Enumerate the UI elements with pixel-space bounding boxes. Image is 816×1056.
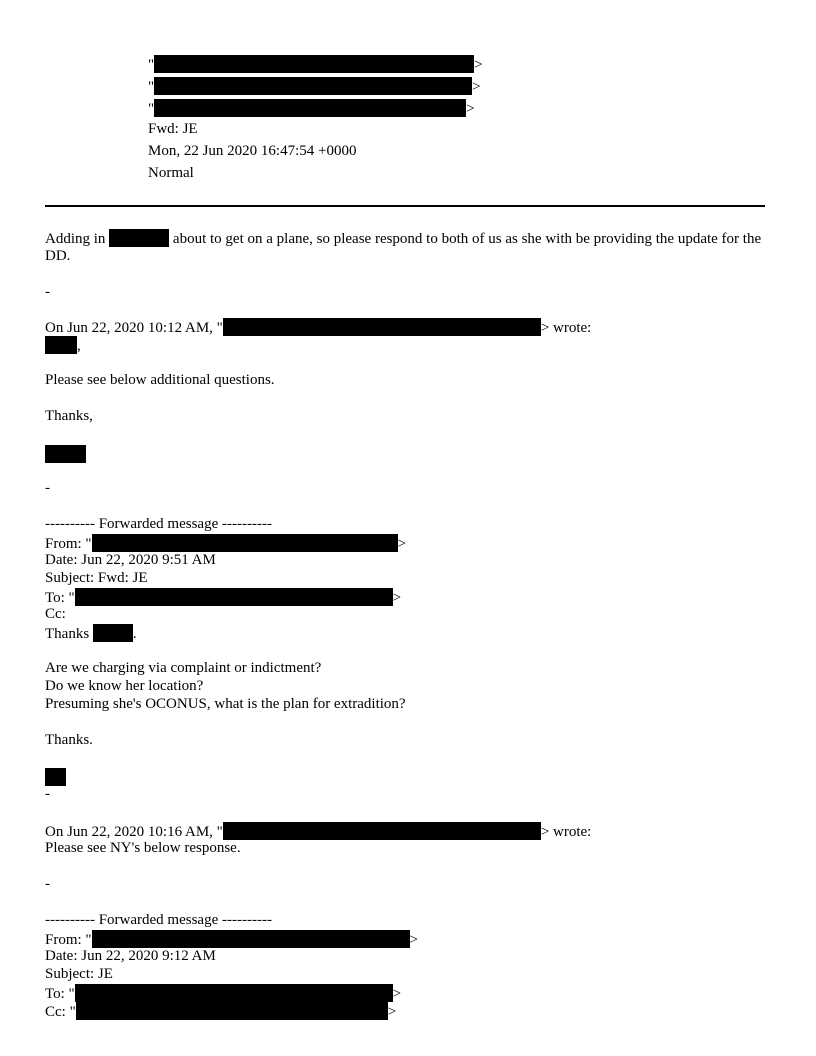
redaction-block [92, 930, 410, 948]
fwd2-subject: Subject: JE [45, 966, 113, 982]
redaction-block [76, 1002, 388, 1020]
quote1-header: On Jun 22, 2020 10:12 AM, " > wrote: [45, 320, 592, 336]
forwarded-separator: ---------- Forwarded message ---------- [45, 912, 272, 928]
redaction-block [75, 588, 393, 606]
quote-mark: " [148, 57, 155, 73]
dash-separator: - [45, 284, 50, 300]
redaction-block [93, 624, 133, 642]
dash-separator: - [45, 876, 50, 892]
ny-response-line: Please see NY's below response. [45, 840, 241, 856]
redaction-block [223, 822, 541, 840]
redaction-block [154, 77, 472, 95]
dash-separator: - [45, 786, 50, 802]
redaction-block [154, 99, 466, 117]
fwd2-to: To: " > [45, 986, 402, 1002]
fwd1-thanks: Thanks . [45, 626, 137, 642]
quote-mark: " [148, 101, 155, 117]
see-below-line: Please see below additional questions. [45, 372, 275, 388]
signature-redaction [45, 768, 66, 787]
redaction-block [45, 336, 77, 354]
fwd1-cc: Cc: [45, 606, 66, 622]
question-3: Presuming she's OCONUS, what is the plan for extradition? [45, 696, 406, 712]
fwd1-date: Date: Jun 22, 2020 9:51 AM [45, 552, 216, 568]
quote1-greeting: , [45, 336, 81, 355]
thanks-line: Thanks, [45, 408, 93, 424]
redaction-block [154, 55, 474, 73]
dash-separator: - [45, 480, 50, 496]
redaction-block [109, 229, 169, 247]
fwd2-from: From: " > [45, 932, 419, 948]
fwd1-subject: Subject: Fwd: JE [45, 570, 148, 586]
date-value: Mon, 22 Jun 2020 16:47:54 +0000 [148, 143, 357, 159]
thanks-period-line: Thanks. [45, 732, 93, 748]
question-1: Are we charging via complaint or indictment? [45, 660, 322, 676]
fwd1-to: To: " > [45, 590, 402, 606]
subject-value: Fwd: JE [148, 121, 198, 137]
quote2-header: On Jun 22, 2020 10:16 AM, " > wrote: [45, 824, 592, 840]
question-2: Do we know her location? [45, 678, 204, 694]
angle-bracket: > [466, 101, 475, 117]
angle-bracket: > [472, 79, 481, 95]
adding-paragraph: Adding in about to get on a plane, so please respond to both of us as she with be providing the update for the DD. [45, 231, 762, 264]
forwarded-separator: ---------- Forwarded message ---------- [45, 516, 272, 532]
fwd1-from: From: " > [45, 536, 407, 552]
redaction-block [75, 984, 393, 1002]
angle-bracket: > [474, 57, 483, 73]
redaction-block [45, 445, 86, 463]
quote-mark: " [148, 79, 155, 95]
header-divider [45, 205, 765, 207]
signature-redaction [45, 445, 86, 464]
importance-value: Normal [148, 165, 194, 181]
redaction-block [45, 768, 66, 786]
fwd2-cc: Cc: " > [45, 1004, 397, 1020]
redaction-block [92, 534, 398, 552]
fwd2-date: Date: Jun 22, 2020 9:12 AM [45, 948, 216, 964]
redaction-block [223, 318, 541, 336]
